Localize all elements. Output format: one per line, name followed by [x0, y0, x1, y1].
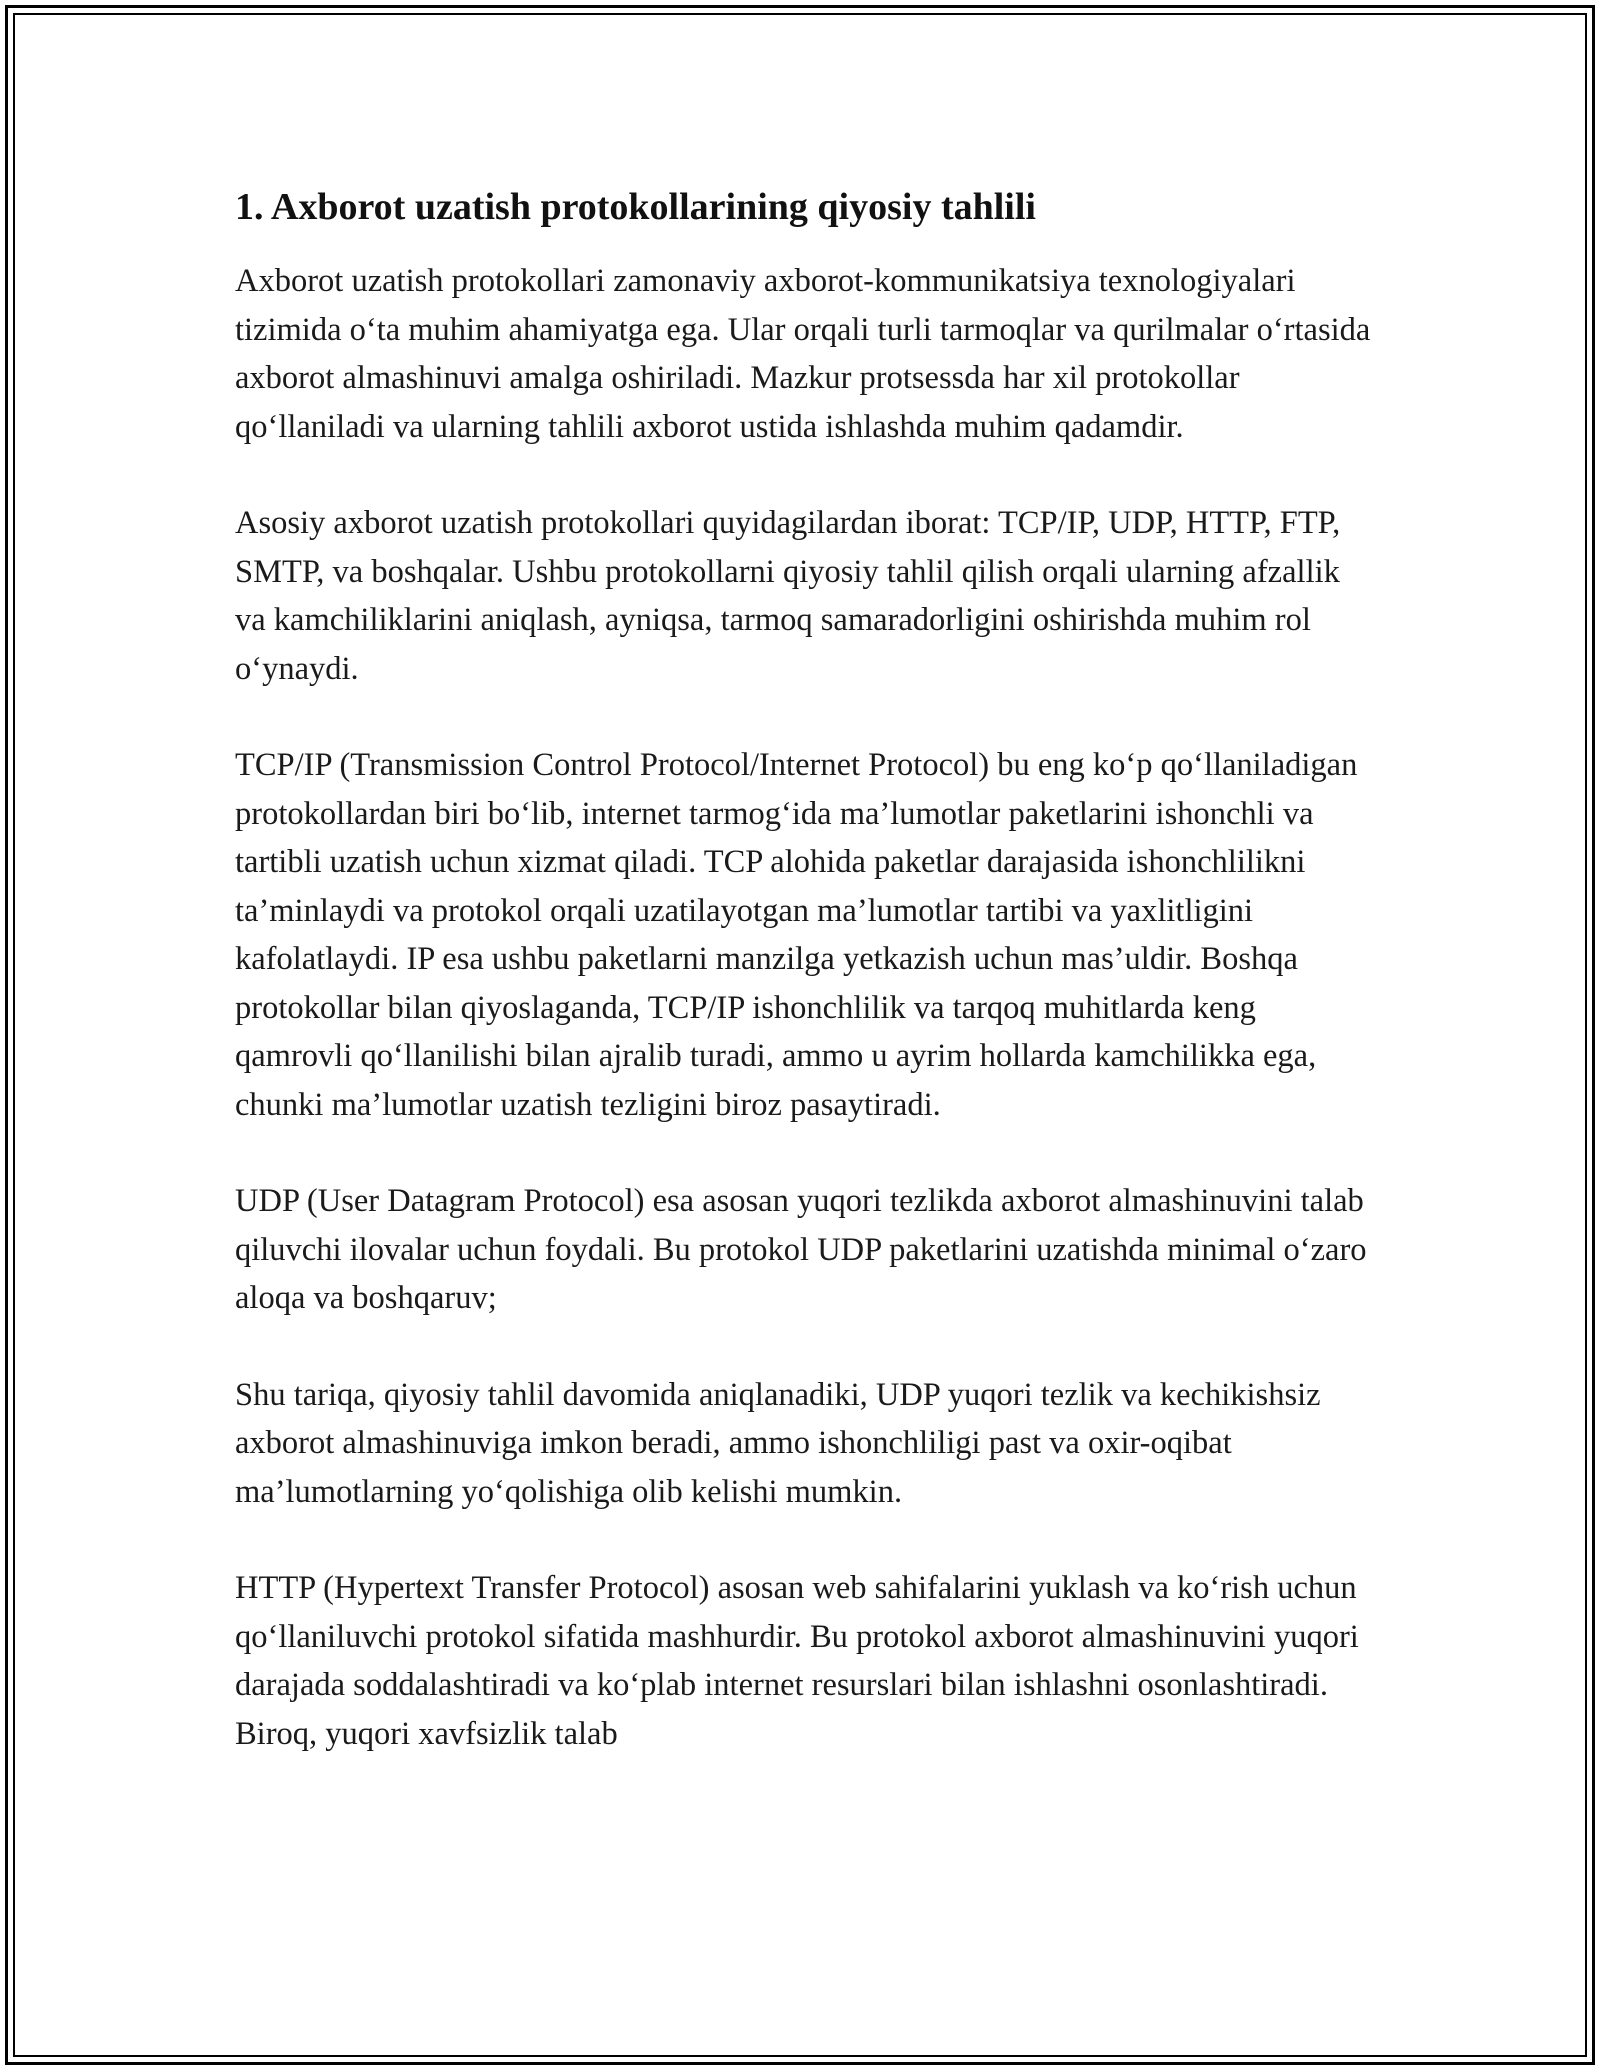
section-heading: 1. Axborot uzatish protokollarining qiyosiy tahlili [235, 186, 1036, 228]
paragraph-protocols-intro: Axborot uzatish protokollari zamonaviy axborot-kommunikatsiya texnologiyalari tizimida o‘ta muhim ahamiyatga ega. Ular orqali turli tarmoqlar va qurilmalar o‘rtasida axborot almashinuvi amalga oshiriladi. Mazkur protsessda har xil protokollar qo‘llaniladi va ularning tahlili axborot ustida ishlashda muhim qadamdir. [235, 263, 1371, 445]
paragraph-main-protocols: Asosiy axborot uzatish protokollari quyidagilardan iborat: TCP/IP, UDP, HTTP, FTP, SMTP, va boshqalar. Ushbu protokollarni qiyosiy tahlil qilish orqali ularning afzallik va kamchiliklarini aniqlash, ayniqsa, tarmoq samaradorligini oshirishda muhim rol o‘ynaydi. [235, 505, 1341, 687]
paragraph-http: HTTP (Hypertext Transfer Protocol) asosan web sahifalarini yuklash va ko‘rish uchun qo‘llaniluvchi protokol sifatida mashhurdir. Bu protokol axborot almashinuvini yuqori darajada soddalashtiradi va ko‘plab internet resurslari bilan ishlashni osonlashtiradi. Biroq, yuqori xavfsizlik talab [235, 1570, 1359, 1752]
document-body [235, 183, 1375, 1758]
paragraph-udp-conclusion: Shu tariqa, qiyosiy tahlil davomida aniqlanadiki, UDP yuqori tezlik va kechikishsiz axborot almashinuviga imkon beradi, ammo ishonchliligi past va oxir-oqibat ma’lumotlarning yo‘qolishiga olib kelishi mumkin. [235, 1376, 1321, 1510]
paragraph-udp: UDP (User Datagram Protocol) esa asosan yuqori tezlikda axborot almashinuvini talab qiluvchi ilovalar uchun foydali. Bu protokol UDP paketlarini uzatishda minimal o‘zaro aloqa va boshqaruv; [235, 1183, 1367, 1316]
paragraph-tcp-ip: TCP/IP (Transmission Control Protocol/Internet Protocol) bu eng ko‘p qo‘llaniladigan protokollardan biri bo‘lib, internet tarmog‘ida ma’lumotlar paketlarini ishonchli va tartibli uzatish uchun xizmat qiladi. TCP alohida paketlar darajasida ishonchlilikni ta’minlaydi va protokol orqali uzatilayotgan ma’lumotlar tartibi va yaxlitligini kafolatlaydi. IP esa ushbu paketlarni manzilga yetkazish uchun mas’uldir. Boshqa protokollar bilan qiyoslaganda, TCP/IP ishonchlilik va tarqoq muhitlarda keng qamrovli qo‘llanilishi bilan ajralib turadi, ammo u ayrim hollarda kamchilikka ega, chunki ma’lumotlar uzatish tezligini biroz pasaytiradi. [235, 747, 1358, 1123]
